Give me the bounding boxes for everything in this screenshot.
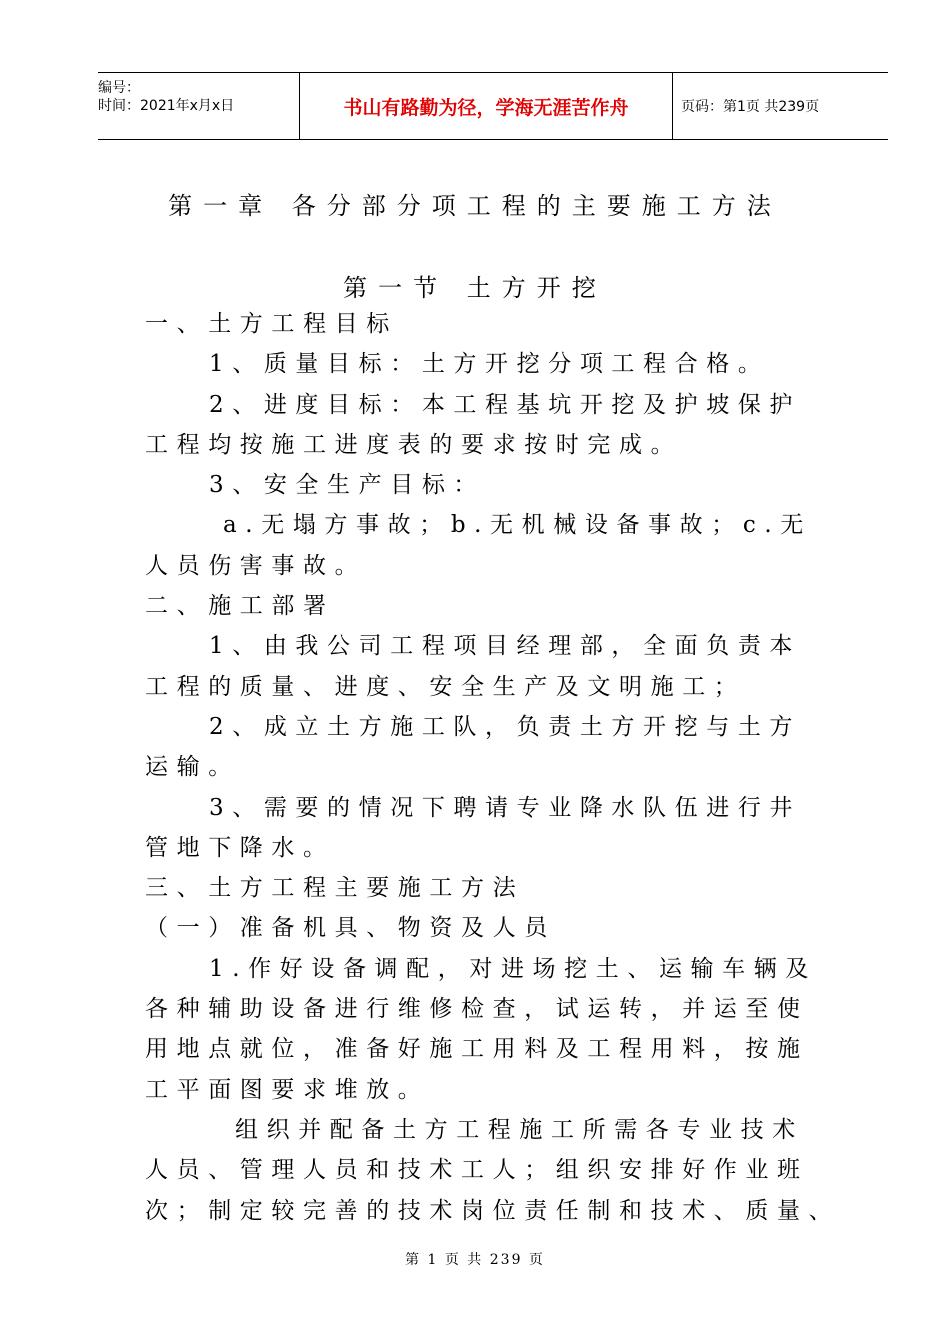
section-title: 第一节 土方开挖 — [343, 274, 607, 302]
paragraph-line: 1.作好设备调配，对进场挖土、运输车辆及 — [209, 955, 817, 982]
paragraph-line: 组织并配备土方工程施工所需各专业技术 — [235, 1116, 804, 1143]
header-meta — [98, 73, 300, 139]
paragraph-line: 用地点就位，准备好施工用料及工程用料，按施 — [145, 1036, 809, 1063]
header-motto: 书山有路勤为径，学海无涯苦作舟 — [300, 73, 673, 139]
paragraph-line: 1、由我公司工程项目经理部，全面负责本 — [209, 633, 802, 660]
paragraph-line: 1、质量目标：土方开挖分项工程合格。 — [209, 351, 770, 378]
paragraph-line: 2、进度目标：本工程基坑开挖及护坡保护 — [209, 391, 802, 418]
paragraph-line: a.无塌方事故；b.无机械设备事故；c.无 — [223, 512, 812, 539]
page-footer: 第 1 页 共 239 页 — [405, 1252, 545, 1268]
header-page-info: 页码：第1页 共239页 — [681, 99, 820, 115]
document-number-label: 编号： — [98, 80, 140, 96]
paragraph-line: 人员伤害事故。 — [145, 552, 367, 579]
heading-line: 二、施工部署 — [145, 593, 335, 620]
paragraph-line: 工程的质量、进度、安全生产及文明施工； — [145, 673, 746, 700]
paragraph-line: 3、安全生产目标： — [209, 472, 486, 499]
paragraph-line: 2、成立土方施工队，负责土方开挖与土方 — [209, 713, 802, 740]
paragraph-line: 人员、管理人员和技术工人；组织安排好作业班 — [145, 1157, 809, 1184]
paragraph-line: 工程均按施工进度表的要求按时完成。 — [145, 431, 683, 458]
page-header — [98, 72, 888, 140]
heading-line: 一、土方工程目标 — [145, 311, 398, 337]
heading-line: （一）准备机具、物资及人员 — [145, 915, 556, 942]
paragraph-line: 管地下降水。 — [145, 834, 335, 861]
document-time: 时间：2021年x月x日 — [98, 98, 235, 114]
paragraph-line: 各种辅助设备进行维修检查，试运转，并运至使 — [145, 996, 809, 1023]
heading-line: 三、土方工程主要施工方法 — [145, 875, 525, 902]
paragraph-line: 次；制定较完善的技术岗位责任制和技术、质量、 — [145, 1197, 841, 1224]
document-body — [145, 304, 845, 1231]
paragraph-line: 工平面图要求堆放。 — [145, 1076, 430, 1103]
paragraph-line: 运输。 — [145, 754, 240, 781]
chapter-title: 第一章 各分部分项工程的主要施工方法 — [168, 192, 782, 220]
paragraph-line: 3、需要的情况下聘请专业降水队伍进行井 — [209, 794, 802, 821]
